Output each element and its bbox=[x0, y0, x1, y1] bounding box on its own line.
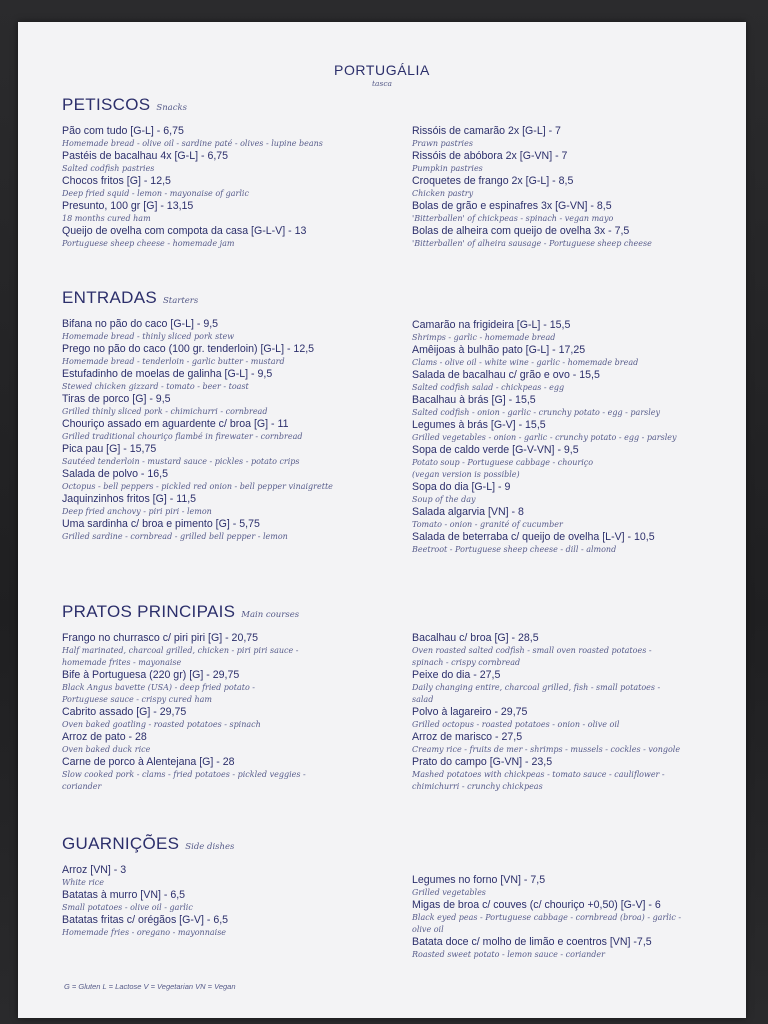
menu-item bbox=[412, 899, 712, 936]
menu-item-name: Pica pau [G] - 15,75 bbox=[62, 443, 157, 455]
menu-item-name: Sopa de caldo verde [G-V-VN] - 9,5 bbox=[412, 444, 579, 456]
menu-item-description: Mashed potatoes with chickpeas - tomato sauce - cauliflower - bbox=[412, 770, 665, 779]
menu-item-name: Croquetes de frango 2x [G-L] - 8,5 bbox=[412, 175, 574, 187]
menu-item-name: Legumes à brás [G-V] - 15,5 bbox=[412, 419, 546, 431]
menu-item-name: Migas de broa c/ couves (c/ chouriço +0,50) [G-V] - 6 bbox=[412, 899, 661, 911]
menu-item-description-cont: spinach - crispy cornbread bbox=[412, 658, 521, 667]
menu-item-description: Grilled octopus - roasted potatoes - onion - olive oil bbox=[412, 720, 620, 729]
menu-item-description: Half marinated, charcoal grilled, chicken - piri piri sauce - bbox=[62, 646, 299, 655]
menu-item-description: Clams - olive oil - white wine - garlic - homemade bread bbox=[412, 358, 639, 367]
menu-item-description-cont: (vegan version is possible) bbox=[412, 470, 520, 479]
menu-item-description-cont: salad bbox=[412, 695, 434, 704]
menu-column-right bbox=[412, 125, 712, 250]
menu-column-left bbox=[62, 125, 397, 250]
menu-item bbox=[412, 936, 712, 961]
menu-item bbox=[62, 669, 397, 706]
menu-item-name: Bifana no pão do caco [G-L] - 9,5 bbox=[62, 318, 219, 330]
menu-item bbox=[412, 394, 712, 419]
menu-item-description: Stewed chicken gizzard - tomato - beer - toast bbox=[62, 382, 249, 391]
menu-item-description: Homemade bread - olive oil - sardine paté - olives - lupine beans bbox=[62, 139, 323, 148]
menu-item bbox=[62, 343, 397, 368]
menu-item-name: Arroz [VN] - 3 bbox=[62, 864, 127, 876]
menu-item-description: Creamy rice - fruits de mer - shrimps - mussels - cockles - vongole bbox=[412, 745, 681, 754]
menu-item-name: Carne de porco à Alentejana [G] - 28 bbox=[62, 756, 235, 768]
menu-item bbox=[62, 518, 397, 543]
menu-item-description: Oven roasted salted codfish - small oven roasted potatoes - bbox=[412, 646, 652, 655]
menu-item bbox=[62, 756, 397, 793]
menu-item-name: Pão com tudo [G-L] - 6,75 bbox=[62, 125, 184, 137]
menu-column-left bbox=[62, 864, 397, 961]
menu-item-name: Cabrito assado [G] - 29,75 bbox=[62, 706, 187, 718]
menu-item-name: Bacalhau c/ broa [G] - 28,5 bbox=[412, 632, 539, 644]
menu-item-name: Salada de polvo - 16,5 bbox=[62, 468, 169, 480]
menu-item-description: Salted codfish pastries bbox=[62, 164, 155, 173]
section-heading bbox=[62, 602, 712, 622]
section-subtitle: Main courses bbox=[241, 610, 300, 620]
menu-item-description: Daily changing entire, charcoal grilled, fish - small potatoes - bbox=[412, 683, 661, 692]
menu-item-description: Grilled vegetables bbox=[412, 888, 486, 897]
menu-item bbox=[412, 731, 712, 756]
section-guarnicoes bbox=[62, 834, 712, 961]
menu-item bbox=[412, 150, 712, 175]
section-columns bbox=[62, 864, 712, 961]
menu-item bbox=[412, 756, 712, 793]
menu-item-name: Jaquinzinhos fritos [G] - 11,5 bbox=[62, 493, 197, 505]
menu-item-name: Polvo à lagareiro - 29,75 bbox=[412, 706, 528, 718]
section-columns bbox=[62, 125, 712, 250]
menu-item-description: Oven baked duck rice bbox=[62, 745, 151, 754]
menu-item-description: Roasted sweet potato - lemon sauce - coriander bbox=[412, 950, 605, 959]
menu-item bbox=[412, 874, 712, 899]
menu-item-description: Prawn pastries bbox=[412, 139, 473, 148]
menu-item-name: Batatas à murro [VN] - 6,5 bbox=[62, 889, 186, 901]
menu-item-name: Prego no pão do caco (100 gr. tenderloin) [G-L] - 12,5 bbox=[62, 343, 315, 355]
menu-item bbox=[412, 481, 712, 506]
menu-item bbox=[62, 125, 397, 150]
menu-item-description: Salted codfish salad - chickpeas - egg bbox=[412, 383, 565, 392]
section-title: GUARNIÇÕES bbox=[62, 834, 180, 853]
menu-item bbox=[62, 175, 397, 200]
menu-item-name: Bolas de grão e espinafres 3x [G-VN] - 8,5 bbox=[412, 200, 612, 212]
menu-item-description: 'Bitterballen' of alheira sausage - Portuguese sheep cheese bbox=[412, 239, 652, 248]
menu-item-name: Amêijoas à bulhão pato [G-L] - 17,25 bbox=[412, 344, 586, 356]
menu-item bbox=[62, 914, 397, 939]
menu-item bbox=[412, 706, 712, 731]
menu-item bbox=[412, 200, 712, 225]
menu-column-left bbox=[62, 318, 397, 556]
menu-item-description: Homemade bread - tenderloin - garlic butter - mustard bbox=[62, 357, 285, 366]
menu-item-name: Arroz de marisco - 27,5 bbox=[412, 731, 523, 743]
section-title: PETISCOS bbox=[62, 95, 151, 114]
menu-item-description: Beetroot - Portuguese sheep cheese - dill - almond bbox=[412, 545, 617, 554]
menu-item bbox=[412, 632, 712, 669]
menu-item bbox=[62, 200, 397, 225]
menu-item-name: Camarão na frigideira [G-L] - 15,5 bbox=[412, 319, 571, 331]
menu-item-description: Shrimps - garlic - homemade bread bbox=[412, 333, 556, 342]
menu-item-name: Tiras de porco [G] - 9,5 bbox=[62, 393, 171, 405]
menu-item bbox=[62, 493, 397, 518]
restaurant-tagline: tasca bbox=[371, 79, 392, 88]
menu-column-right bbox=[412, 632, 712, 793]
menu-item-description: Deep fried anchovy - piri piri - lemon bbox=[62, 507, 212, 516]
menu-item bbox=[412, 369, 712, 394]
menu-item-name: Prato do campo [G-VN] - 23,5 bbox=[412, 756, 553, 768]
section-columns bbox=[62, 632, 712, 793]
menu-item-description: 'Bitterballen' of chickpeas - spinach - vegan mayo bbox=[412, 214, 614, 223]
menu-item-description: Pumpkin pastries bbox=[412, 164, 483, 173]
menu-item bbox=[412, 444, 712, 481]
menu-item bbox=[412, 419, 712, 444]
menu-item-description: Potato soup - Portuguese cabbage - chouriço bbox=[412, 458, 594, 467]
menu-item-description: Grilled traditional chouriço flambé in firewater - cornbread bbox=[62, 432, 303, 441]
section-pratos-principais bbox=[62, 602, 712, 793]
menu-item-description: Grilled thinly sliced pork - chimichurri - cornbread bbox=[62, 407, 268, 416]
menu-item-description: Deep fried squid - lemon - mayonaise of garlic bbox=[62, 189, 249, 198]
menu-item-name: Batata doce c/ molho de limão e coentros [VN] -7,5 bbox=[412, 936, 652, 948]
menu-item-description-cont: homemade frites - mayonaise bbox=[62, 658, 182, 667]
menu-item-name: Bacalhau à brás [G] - 15,5 bbox=[412, 394, 536, 406]
section-heading bbox=[62, 95, 712, 115]
menu-item-description: Homemade fries - oregano - mayonnaise bbox=[62, 928, 227, 937]
section-subtitle: Side dishes bbox=[185, 842, 235, 852]
menu-header bbox=[18, 62, 746, 88]
section-subtitle: Starters bbox=[162, 296, 199, 306]
menu-item-description: Slow cooked pork - clams - fried potatoes - pickled veggies - bbox=[62, 770, 306, 779]
menu-item-description-cont: chimichurri - crunchy chickpeas bbox=[412, 782, 543, 791]
menu-item bbox=[412, 344, 712, 369]
menu-item-name: Batatas fritas c/ orégãos [G-V] - 6,5 bbox=[62, 914, 229, 926]
menu-item-name: Bolas de alheira com queijo de ovelha 3x - 7,5 bbox=[412, 225, 630, 237]
menu-item-name: Queijo de ovelha com compota da casa [G-L-V] - 13 bbox=[62, 225, 307, 237]
menu-item bbox=[62, 632, 397, 669]
menu-item-description: Homemade bread - thinly sliced pork stew bbox=[62, 332, 235, 341]
menu-item-description: Octopus - bell peppers - pickled red onion - bell pepper vinaigrette bbox=[62, 482, 333, 491]
menu-item bbox=[412, 319, 712, 344]
menu-item-description: Small potatoes - olive oil - garlic bbox=[62, 903, 193, 912]
menu-item bbox=[62, 706, 397, 731]
menu-item-name: Pastéis de bacalhau 4x [G-L] - 6,75 bbox=[62, 150, 229, 162]
menu-item bbox=[62, 393, 397, 418]
menu-column-right bbox=[412, 864, 712, 961]
menu-item bbox=[62, 225, 397, 250]
menu-item-name: Rissóis de abóbora 2x [G-VN] - 7 bbox=[412, 150, 568, 162]
menu-item-description-cont: Portuguese sauce - crispy cured ham bbox=[62, 695, 213, 704]
menu-item-name: Rissóis de camarão 2x [G-L] - 7 bbox=[412, 125, 561, 137]
menu-item-description: White rice bbox=[62, 878, 105, 887]
menu-item-name: Uma sardinha c/ broa e pimento [G] - 5,75 bbox=[62, 518, 260, 530]
menu-item-name: Presunto, 100 gr [G] - 13,15 bbox=[62, 200, 194, 212]
menu-item bbox=[412, 669, 712, 706]
menu-item-name: Salada de bacalhau c/ grão e ovo - 15,5 bbox=[412, 369, 600, 381]
menu-item-name: Sopa do dia [G-L] - 9 bbox=[412, 481, 511, 493]
menu-item-name: Bife à Portuguesa (220 gr) [G] - 29,75 bbox=[62, 669, 240, 681]
menu-item-description: Salted codfish - onion - garlic - crunchy potato - egg - parsley bbox=[412, 408, 661, 417]
menu-item-description: Portuguese sheep cheese - homemade jam bbox=[62, 239, 235, 248]
menu-item-name: Salada de beterraba c/ queijo de ovelha [L-V] - 10,5 bbox=[412, 531, 655, 543]
section-title: PRATOS PRINCIPAIS bbox=[62, 602, 236, 621]
menu-item-name: Arroz de pato - 28 bbox=[62, 731, 147, 743]
menu-item-name: Legumes no forno [VN] - 7,5 bbox=[412, 874, 546, 886]
menu-item-name: Peixe do dia - 27,5 bbox=[412, 669, 501, 681]
menu-item-description: Soup of the day bbox=[412, 495, 476, 504]
section-title: ENTRADAS bbox=[62, 288, 157, 307]
menu-item-name: Frango no churrasco c/ piri piri [G] - 20,75 bbox=[62, 632, 259, 644]
menu-item bbox=[62, 468, 397, 493]
restaurant-name: PORTUGÁLIA bbox=[334, 62, 430, 78]
menu-item-name: Estufadinho de moelas de galinha [G-L] - 9,5 bbox=[62, 368, 273, 380]
menu-item-description: Grilled sardine - cornbread - grilled bell pepper - lemon bbox=[62, 532, 288, 541]
menu-item-description: Grilled vegetables - onion - garlic - crunchy potato - egg - parsley bbox=[412, 433, 677, 442]
menu-item bbox=[62, 731, 397, 756]
menu-item-description-cont: coriander bbox=[62, 782, 102, 791]
menu-item-description: 18 months cured ham bbox=[62, 214, 151, 223]
menu-item-description-cont: olive oil bbox=[412, 925, 444, 934]
section-subtitle: Snacks bbox=[156, 103, 188, 113]
section-petiscos bbox=[62, 95, 712, 250]
menu-item-description: Black eyed peas - Portuguese cabbage - cornbread (broa) - garlic - bbox=[412, 913, 682, 922]
menu-item-description: Sautéed tenderloin - mustard sauce - pickles - potato crips bbox=[62, 457, 300, 466]
menu-item bbox=[412, 506, 712, 531]
menu-item bbox=[62, 443, 397, 468]
menu-item bbox=[412, 125, 712, 150]
menu-item bbox=[62, 864, 397, 889]
menu-column-left bbox=[62, 632, 397, 793]
menu-item-description: Chicken pastry bbox=[412, 189, 474, 198]
menu-item bbox=[412, 531, 712, 556]
menu-item-name: Chocos fritos [G] - 12,5 bbox=[62, 175, 171, 187]
menu-item-description: Oven baked goatling - roasted potatoes - spinach bbox=[62, 720, 261, 729]
menu-item-name: Chouriço assado em aguardente c/ broa [G] - 11 bbox=[62, 418, 289, 430]
menu-item bbox=[412, 175, 712, 200]
allergen-legend: G = Gluten L = Lactose V = Vegetarian VN = Vegan bbox=[64, 982, 236, 991]
menu-item-description: Black Angus bavette (USA) - deep fried potato - bbox=[62, 683, 256, 692]
section-heading bbox=[62, 288, 712, 308]
section-entradas bbox=[62, 288, 712, 556]
menu-item-name: Salada algarvia [VN] - 8 bbox=[412, 506, 524, 518]
menu-sheet bbox=[18, 22, 746, 1018]
menu-column-right bbox=[412, 318, 712, 556]
section-heading bbox=[62, 834, 712, 854]
menu-item bbox=[62, 318, 397, 343]
menu-item bbox=[62, 889, 397, 914]
menu-item bbox=[412, 225, 712, 250]
menu-item-description: Tomato - onion - granité of cucumber bbox=[412, 520, 563, 529]
menu-item bbox=[62, 368, 397, 393]
menu-item bbox=[62, 150, 397, 175]
section-columns bbox=[62, 318, 712, 556]
menu-item bbox=[62, 418, 397, 443]
